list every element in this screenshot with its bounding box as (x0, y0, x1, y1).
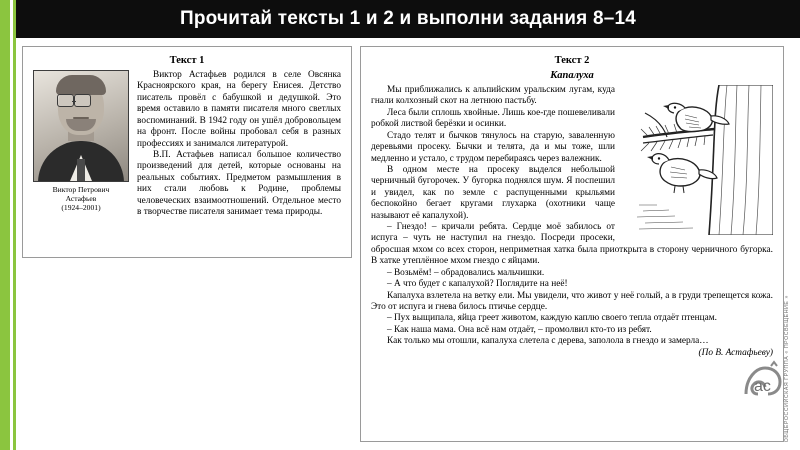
page-title: Прочитай тексты 1 и 2 и выполни задания 8–14 (179, 8, 637, 29)
page-title-bar (16, 0, 800, 38)
text-1-paragraph: Виктор Астафьев родился в селе Овсянка Красноярского края, на берегу Енисея. Детство писатель провёл с бабушкой и дедушкой. Это время оставило в памяти писателя много светлых воспоминаний. В 1942 году он ушёл добровольцем на фронт. После войны пробовал себя в разных профессиях и занимался литературой. (137, 70, 341, 149)
logo-mark-icon (740, 360, 786, 406)
text-2-paragraph: Капалуха взлетела на ветку ели. Мы увидели, что живот у неё голый, а в груди трепещется кожа. Это от испуга и гнева билось птичье сердце. (371, 290, 773, 313)
portrait-block (33, 70, 129, 212)
text-2-paragraph: – Гнездо! – кричали ребята. Сердце моё забилось от испуга – чуть не наступил на гнездо. Посреди просеки, обросшая мхом со всех сторон, неприметная хатка была приоткрыта в сторону черничного бугорка. В хатке утеплённое мхом гнездо с яйцами. (371, 222, 773, 267)
text-2-paragraph: – Пух выщипала, яйца греет животом, каждую каплю своего тепла отдаёт птенцам. (387, 313, 717, 324)
text-2-subheading: Капалуха (550, 70, 594, 81)
portrait-caption-line-1: Виктор Петрович (52, 185, 110, 194)
left-accent-stripe (0, 0, 16, 450)
portrait-caption-line-3: (1924–2001) (61, 203, 101, 213)
text-2-attribution: (По В. Астафьеву) (698, 347, 773, 358)
text-1-panel (22, 46, 352, 258)
text-2-paragraph: Стадо телят и бычков тянулось на старую, заваленную деревьями просеку. Бычки и телята, да и мы тоже, шли медленно и устало, с трудом перебираясь через валежник. (371, 130, 615, 164)
text-2-paragraph: Как только мы отошли, капалуха слетела с дерева, заполола в гнездо и замерла… (387, 336, 709, 347)
portrait-caption (33, 185, 129, 212)
logo-vertical-text: ОБЩЕРОССИЙСКАЯ ГРУППА « ПРОСВЕЩЕНИЕ » (783, 294, 790, 442)
portrait-image (33, 70, 129, 182)
text-2-paragraph: Леса были сплошь хвойные. Лишь кое-где пошевеливали робкой листвой берёзки и осинки. (371, 107, 615, 130)
text-2-panel (360, 46, 784, 442)
text-2-paragraph: – Как наша мама. Она всё нам отдаёт, – промолвил кто-то из ребят. (387, 324, 652, 335)
text-2-paragraph: – А что будет с капалухой? Поглядите на неё! (387, 279, 568, 290)
text-2-heading: Текст 2 (554, 55, 590, 66)
left-accent-stripe-inner (10, 0, 13, 450)
text-2-paragraph: – Возьмём! – обрадовались мальчишки. (387, 267, 545, 278)
text-1-paragraph: В.П. Астафьев написал большое количество произведений для детей, которые основаны на реальных событиях. Предметом размышления в них стали любовь к Родине, проблемы человеческих взаимоотношений. Отдельное место в творчестве писателя занимает тема природы. (137, 149, 341, 218)
capercaillie-illustration (623, 85, 773, 235)
portrait-caption-line-2: Астафьев (65, 194, 97, 204)
text-2-paragraph: В одном месте на просеку выделся небольшой черничный бугорочек. У бугорка поднялся шум. Я поспешил и увидел, как по земле с распущенными крыльями беспокойно бегает кругами глухарка (охотники чаще называют её капалухой). (371, 164, 615, 221)
text-1-heading: Текст 1 (169, 55, 205, 66)
text-2-paragraph: Мы приближались к альпийским уральским лугам, куда гнали колхозный скот на летнюю пастьбу. (371, 85, 615, 107)
svg-text:ac: ac (754, 378, 771, 395)
